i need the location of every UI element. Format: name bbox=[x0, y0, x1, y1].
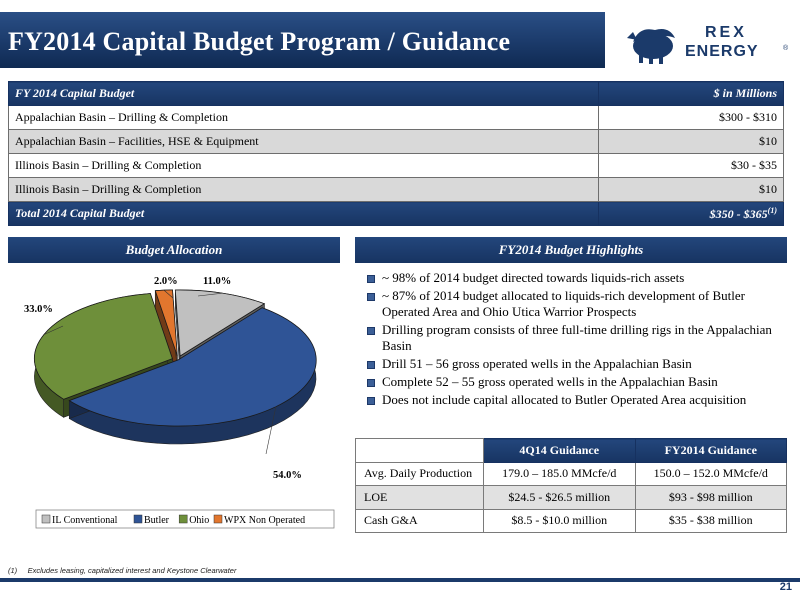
legend-label-wpx-non-operated: WPX Non Operated bbox=[224, 515, 306, 526]
table-total-row bbox=[9, 202, 784, 226]
row-label: Appalachian Basin – Drilling & Completion bbox=[9, 106, 599, 130]
list-item: Drilling program consists of three full-time drilling rigs in the Appalachian Basin bbox=[364, 322, 784, 354]
legend-swatch-butler bbox=[134, 515, 142, 523]
logo-text-top: REX bbox=[705, 24, 747, 41]
budget-allocation-header: Budget Allocation bbox=[8, 237, 340, 263]
row-label: Illinois Basin – Drilling & Completion bbox=[9, 154, 599, 178]
legend-swatch-ohio bbox=[179, 515, 187, 523]
footnote-text: Excludes leasing, capitalized interest and Keystone Clearwater bbox=[27, 566, 237, 575]
row-label: LOE bbox=[356, 486, 484, 510]
chart-legend bbox=[36, 510, 334, 528]
list-item: Drill 51 – 56 gross operated wells in the Appalachian Basin bbox=[364, 356, 784, 372]
rex-energy-logo bbox=[625, 16, 797, 66]
capital-budget-table bbox=[8, 81, 784, 226]
legend-label-il-conventional: IL Conventional bbox=[52, 515, 118, 526]
row-value: $10 bbox=[599, 130, 784, 154]
list-item: Does not include capital allocated to Butler Operated Area acquisition bbox=[364, 392, 784, 408]
table-header-row bbox=[9, 82, 784, 106]
total-value bbox=[599, 202, 784, 226]
cell-fy2014: 150.0 – 152.0 MMcfe/d bbox=[635, 462, 787, 486]
footnote-marker: (1) bbox=[8, 566, 18, 575]
total-footnote-ref: (1) bbox=[767, 205, 777, 215]
data-label-butler: 54.0% bbox=[273, 470, 302, 481]
total-label: Total 2014 Capital Budget bbox=[9, 202, 599, 226]
list-item: Complete 52 – 55 gross operated wells in the Appalachian Basin bbox=[364, 374, 784, 390]
table-row bbox=[356, 462, 787, 486]
logo-emblem-icon bbox=[627, 29, 675, 64]
list-item: ~ 87% of 2014 budget allocated to liquids-rich development of Butler Operated Area and Ohio Utica Warrior Prospects bbox=[364, 288, 784, 320]
row-value: $300 - $310 bbox=[599, 106, 784, 130]
table-row bbox=[9, 106, 784, 130]
row-value: $10 bbox=[599, 178, 784, 202]
guidance-corner-cell bbox=[356, 439, 484, 463]
total-amount: $350 - $365 bbox=[709, 206, 768, 221]
row-label: Cash G&A bbox=[356, 509, 484, 533]
row-value: $30 - $35 bbox=[599, 154, 784, 178]
table-row bbox=[356, 486, 787, 510]
cell-4q14: $8.5 - $10.0 million bbox=[484, 509, 636, 533]
footnote bbox=[8, 566, 236, 575]
table-row bbox=[356, 509, 787, 533]
legend-swatch-wpx-non-operated bbox=[214, 515, 222, 523]
budget-highlights-header: FY2014 Budget Highlights bbox=[355, 237, 787, 263]
col-header-fy2014: FY2014 Guidance bbox=[635, 439, 787, 463]
cell-fy2014: $93 - $98 million bbox=[635, 486, 787, 510]
data-label-il-conventional: 11.0% bbox=[203, 276, 232, 287]
cell-fy2014: $35 - $38 million bbox=[635, 509, 787, 533]
table-header-row bbox=[356, 439, 787, 463]
budget-allocation-chart bbox=[8, 268, 340, 536]
bottom-bar bbox=[0, 578, 800, 582]
cell-4q14: $24.5 - $26.5 million bbox=[484, 486, 636, 510]
table-row bbox=[9, 154, 784, 178]
pie-chart-svg bbox=[8, 268, 340, 536]
col-header-4q14: 4Q14 Guidance bbox=[484, 439, 636, 463]
cell-4q14: 179.0 – 185.0 MMcfe/d bbox=[484, 462, 636, 486]
table-row bbox=[9, 130, 784, 154]
page-number: 21 bbox=[779, 581, 792, 593]
data-label-wpx-non-operated: 2.0% bbox=[154, 276, 178, 287]
legend-label-ohio: Ohio bbox=[189, 515, 210, 526]
list-item: ~ 98% of 2014 budget directed towards liquids-rich assets bbox=[364, 270, 784, 286]
slide-title: FY2014 Capital Budget Program / Guidance bbox=[8, 27, 511, 56]
logo-text-bottom: ENERGY bbox=[685, 43, 759, 60]
row-label: Appalachian Basin – Facilities, HSE & Equipment bbox=[9, 130, 599, 154]
guidance-table bbox=[355, 438, 787, 533]
budget-header-label: FY 2014 Capital Budget bbox=[9, 82, 599, 106]
budget-header-unit: $ in Millions bbox=[599, 82, 784, 106]
logo-registered-mark: ® bbox=[783, 45, 789, 52]
table-row bbox=[9, 178, 784, 202]
row-label: Avg. Daily Production bbox=[356, 462, 484, 486]
legend-swatch-il-conventional bbox=[42, 515, 50, 523]
row-label: Illinois Basin – Drilling & Completion bbox=[9, 178, 599, 202]
legend-label-butler: Butler bbox=[144, 515, 169, 526]
data-label-ohio: 33.0% bbox=[24, 304, 53, 315]
highlights-list bbox=[364, 270, 784, 410]
